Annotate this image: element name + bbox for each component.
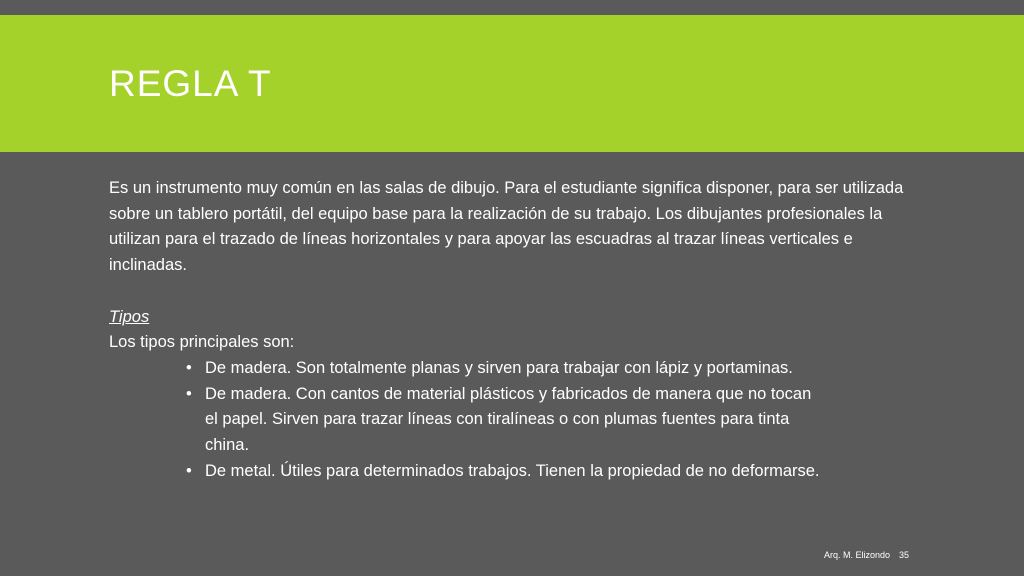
types-list [109, 356, 825, 485]
list-item [186, 356, 825, 382]
list-item-text: De madera. Son totalmente planas y sirven para trabajar con lápiz y portaminas. [205, 358, 793, 377]
slide-content [109, 176, 919, 484]
list-item [186, 382, 825, 459]
bullet-icon: • [186, 358, 192, 377]
page-number: 35 [899, 550, 910, 560]
footer-author: Arq. M. Elizondo [823, 550, 890, 560]
list-item-text: De metal. Útiles para determinados trabajos. Tienen la propiedad de no deformarse. [205, 461, 820, 480]
list-item-text: De madera. Con cantos de material plásticos y fabricados de manera que no tocan el papel. Sirven para trazar líneas con tiralíneas o con plumas fuentes para tinta china. [205, 384, 812, 455]
slide-title: REGLA T [109, 63, 272, 104]
bullet-icon: • [186, 384, 192, 403]
bullet-icon: • [186, 461, 192, 480]
section-heading-tipos: Tipos [109, 307, 150, 326]
intro-paragraph: Es un instrumento muy común en las salas de dibujo. Para el estudiante significa disponer, para ser utilizada sobre un tablero portátil, del equipo base para la realización de su trabajo. Los dibujantes profesionales la utilizan para el trazado de líneas horizontales y para apoyar las escuadras al trazar líneas verticales e inclinadas. [109, 179, 904, 275]
list-item [186, 459, 825, 485]
section-lead: Los tipos principales son: [109, 333, 295, 352]
